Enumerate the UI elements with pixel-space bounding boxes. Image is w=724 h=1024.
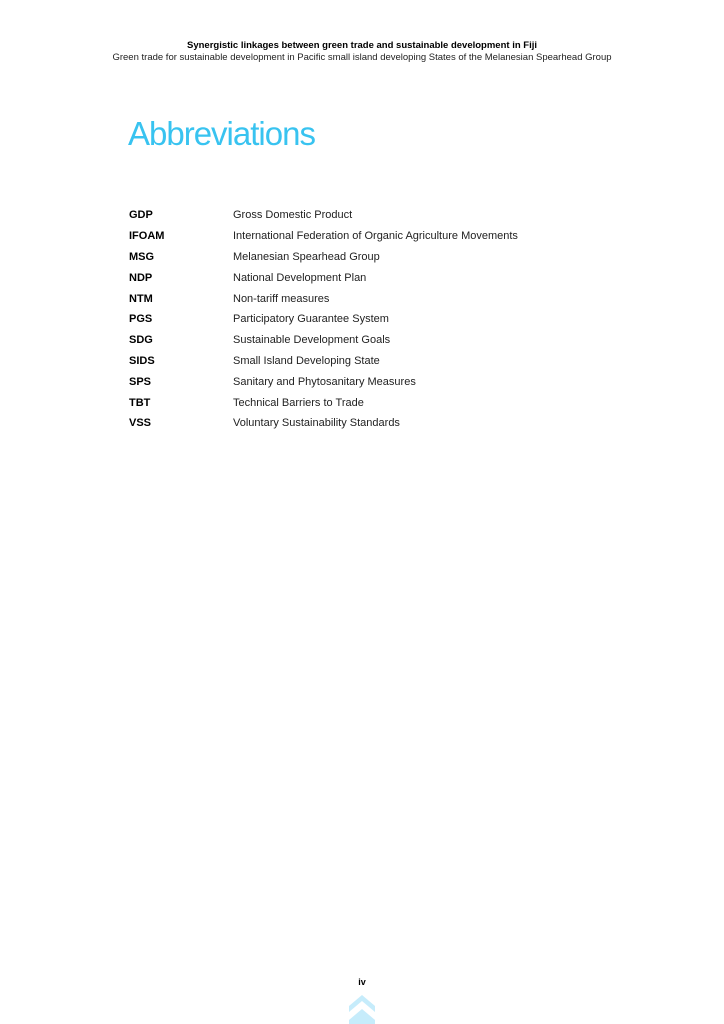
abbreviation-definition: International Federation of Organic Agriculture Movements [233,230,518,243]
abbreviation-row [129,288,649,309]
abbreviation-row [129,205,649,226]
abbreviation-definition: Sanitary and Phytosanitary Measures [233,375,416,388]
abbreviation-definition: Small Island Developing State [233,354,380,367]
abbreviation-row [129,267,649,288]
abbreviation-row [129,351,649,372]
chevron-lower [349,1009,375,1024]
abbreviation-term: SDG [129,334,153,347]
abbreviation-term: SIDS [129,354,155,367]
abbreviation-term: NTM [129,292,153,305]
page-number: iv [358,977,366,987]
document-title: Synergistic linkages between green trade and sustainable development in Fiji [186,40,537,51]
abbreviation-row [129,330,649,351]
abbreviation-definition: Sustainable Development Goals [233,334,391,347]
abbreviation-row [129,247,649,268]
section-title: Abbreviations [128,115,315,152]
abbreviation-row [129,371,649,392]
abbreviation-row [129,392,649,413]
abbreviation-row [129,413,649,434]
abbreviation-definition: Melanesian Spearhead Group [233,250,380,263]
abbreviation-definition: National Development Plan [233,271,367,284]
abbreviation-definition: Non-tariff measures [233,292,330,305]
abbreviation-row [129,309,649,330]
abbreviation-definition: Technical Barriers to Trade [233,396,364,409]
abbreviation-term: NDP [129,271,153,284]
abbreviation-term: GDP [129,209,153,222]
abbreviation-term: MSG [129,250,155,263]
double-chevron-up-icon [349,995,375,1024]
running-header [0,40,724,64]
abbreviation-term: TBT [129,396,151,409]
abbreviation-definition: Participatory Guarantee System [233,313,389,326]
abbreviation-term: IFOAM [129,230,165,243]
abbreviation-term: PGS [129,313,153,326]
abbreviation-term: SPS [129,375,152,388]
abbreviation-definition: Gross Domestic Product [233,209,353,222]
abbreviation-list [129,205,649,434]
abbreviation-definition: Voluntary Sustainability Standards [233,417,400,430]
document-subtitle: Green trade for sustainable development in Pacific small island developing States of the Melanesian Spearhead Group [112,52,612,63]
abbreviation-term: VSS [129,417,152,430]
abbreviation-row [129,226,649,247]
